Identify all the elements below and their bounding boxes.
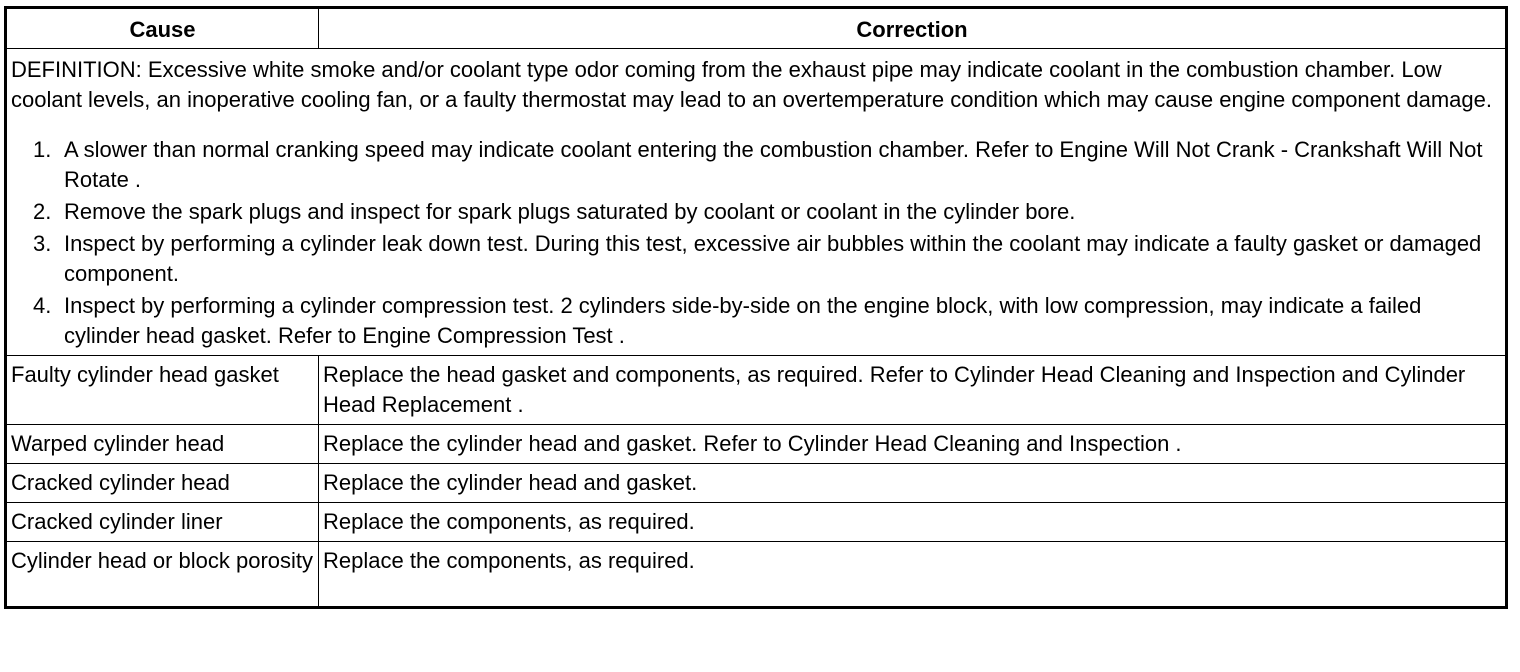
table-header-row [6, 8, 1507, 49]
cause-cell: Cracked cylinder head [6, 464, 319, 503]
table-row [6, 464, 1507, 503]
cause-cell: Cylinder head or block porosity [6, 542, 319, 608]
step-number: 4. [33, 293, 52, 318]
diagnostic-steps-list [11, 135, 1501, 355]
correction-cell: Replace the components, as required. [319, 542, 1507, 608]
step-text: Remove the spark plugs and inspect for spark plugs saturated by coolant or coolant in the cylinder bore. [64, 199, 1076, 224]
correction-cell: Replace the cylinder head and gasket. Refer to Cylinder Head Cleaning and Inspection . [319, 425, 1507, 464]
step-text: Inspect by performing a cylinder leak down test. During this test, excessive air bubbles within the coolant may indicate a faulty gasket or damaged component. [64, 231, 1482, 286]
definition-cell [6, 49, 1507, 356]
diagnostic-table-container [4, 6, 1508, 609]
step-text: A slower than normal cranking speed may indicate coolant entering the combustion chamber. Refer to Engine Will Not Crank - Crankshaft Will Not Rotate . [64, 137, 1483, 192]
step-number: 3. [33, 231, 52, 256]
step-number: 2. [33, 199, 52, 224]
table-row [6, 542, 1507, 608]
diagnostic-step [11, 229, 1501, 289]
cause-column-header: Cause [6, 8, 319, 49]
correction-column-header: Correction [319, 8, 1507, 49]
correction-cell: Replace the cylinder head and gasket. [319, 464, 1507, 503]
diagnostic-table [4, 6, 1508, 609]
definition-row [6, 49, 1507, 356]
table-row [6, 356, 1507, 425]
step-number: 1. [33, 137, 52, 162]
definition-text: DEFINITION: Excessive white smoke and/or coolant type odor coming from the exhaust pipe may indicate coolant in the combustion chamber. Low coolant levels, an inoperative cooling fan, or a faulty thermostat may lead to an overtemperature condition which may cause engine component damage. [11, 57, 1492, 112]
correction-cell: Replace the head gasket and components, as required. Refer to Cylinder Head Cleaning and Inspection and Cylinder Head Replacement . [319, 356, 1507, 425]
cause-cell: Faulty cylinder head gasket [6, 356, 319, 425]
cause-cell: Cracked cylinder liner [6, 503, 319, 542]
table-row [6, 425, 1507, 464]
diagnostic-step [11, 291, 1501, 351]
cause-cell: Warped cylinder head [6, 425, 319, 464]
correction-cell: Replace the components, as required. [319, 503, 1507, 542]
diagnostic-step [11, 135, 1501, 195]
step-text: Inspect by performing a cylinder compression test. 2 cylinders side-by-side on the engine block, with low compression, may indicate a failed cylinder head gasket. Refer to Engine Compression Test . [64, 293, 1422, 348]
table-row [6, 503, 1507, 542]
diagnostic-step [11, 197, 1501, 227]
